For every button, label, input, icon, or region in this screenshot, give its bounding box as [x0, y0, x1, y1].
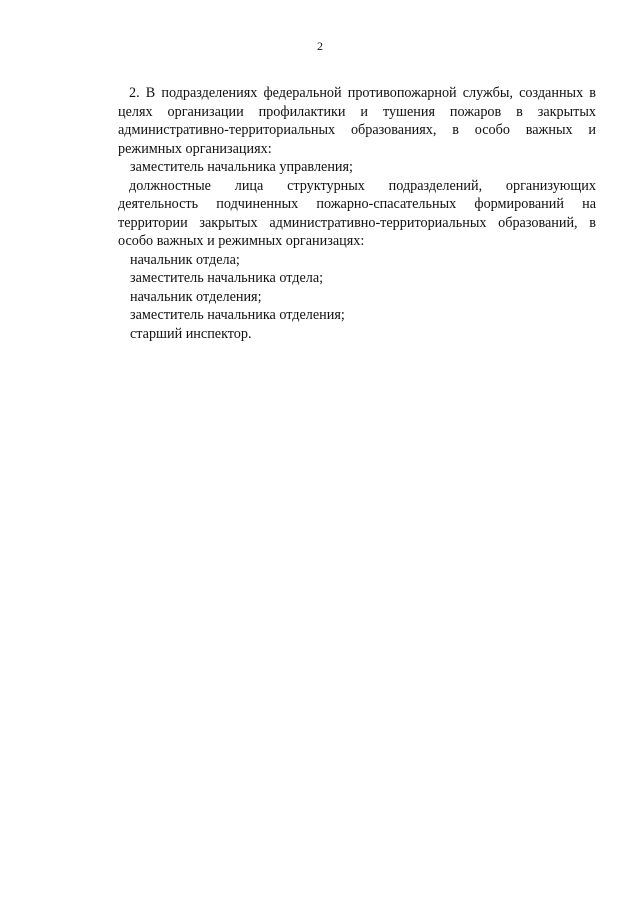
list-item: заместитель начальника отдела; — [130, 270, 324, 286]
list-item: начальник отделения; — [130, 288, 262, 305]
document-body — [118, 84, 596, 343]
page-number: 2 — [317, 39, 323, 53]
list-item: начальник отдела; — [130, 251, 240, 268]
list-item-deputy-head-of-department: заместитель начальника управления; — [130, 159, 353, 175]
paragraph-subdivisions: 2. В подразделениях федеральной противопожарной службы, созданных в целях организации профилактики и тушения пожаров в закрытых административно-территориальных образованиях, в особо важных и режимных организациях: — [118, 85, 596, 157]
list-item: заместитель начальника отделения; — [130, 307, 345, 323]
list-item: старший инспектор. — [130, 325, 252, 342]
paragraph-officials: должностные лица структурных подразделений, организующих деятельность подчиненных пожарно-спасательных формирований на территории закрытых административно-территориальных образований, в особо важных и режимных организацях: — [118, 177, 596, 249]
